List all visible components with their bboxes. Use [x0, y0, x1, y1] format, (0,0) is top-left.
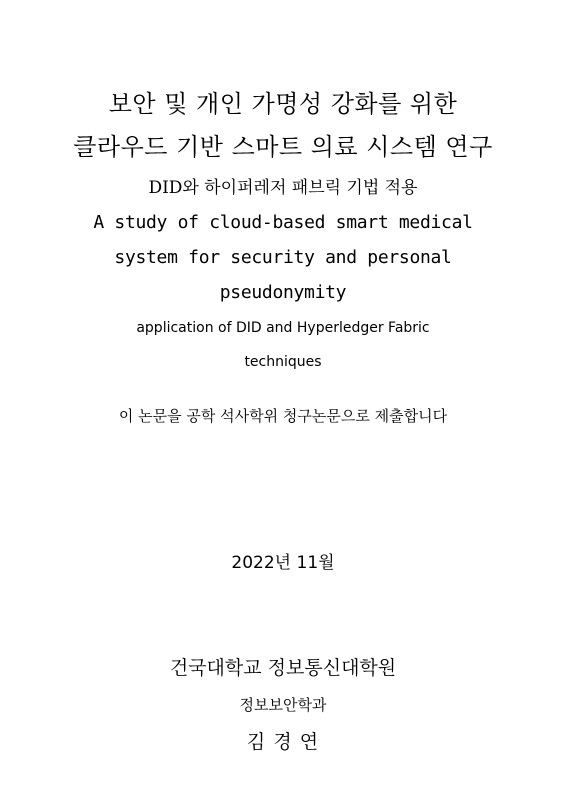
korean-subtitle: DID와 하이퍼레저 패브릭 기법 적용 — [148, 178, 418, 198]
department-name: 정보보안학과 — [239, 696, 327, 714]
english-title-line-1: A study of cloud-based smart medical — [93, 212, 473, 233]
author-name: 김 경 연 — [246, 731, 320, 753]
korean-title-line-1: 보안 및 개인 가명성 강화를 위한 — [108, 90, 458, 118]
english-title-line-3: pseudonymity — [219, 282, 347, 303]
korean-title-line-2: 클라우드 기반 스마트 의료 시스템 연구 — [73, 133, 493, 161]
submission-statement: 이 논문을 공학 석사학위 청구논문으로 제출합니다 — [118, 407, 448, 425]
english-title-line-2: system for security and personal — [114, 247, 452, 268]
submission-date: 2022년 11월 — [231, 553, 335, 573]
english-subtitle-line-2: techniques — [244, 354, 322, 370]
english-subtitle-line-1: application of DID and Hyperledger Fabric — [136, 320, 430, 336]
university-name: 건국대학교 정보통신대학원 — [169, 657, 397, 679]
